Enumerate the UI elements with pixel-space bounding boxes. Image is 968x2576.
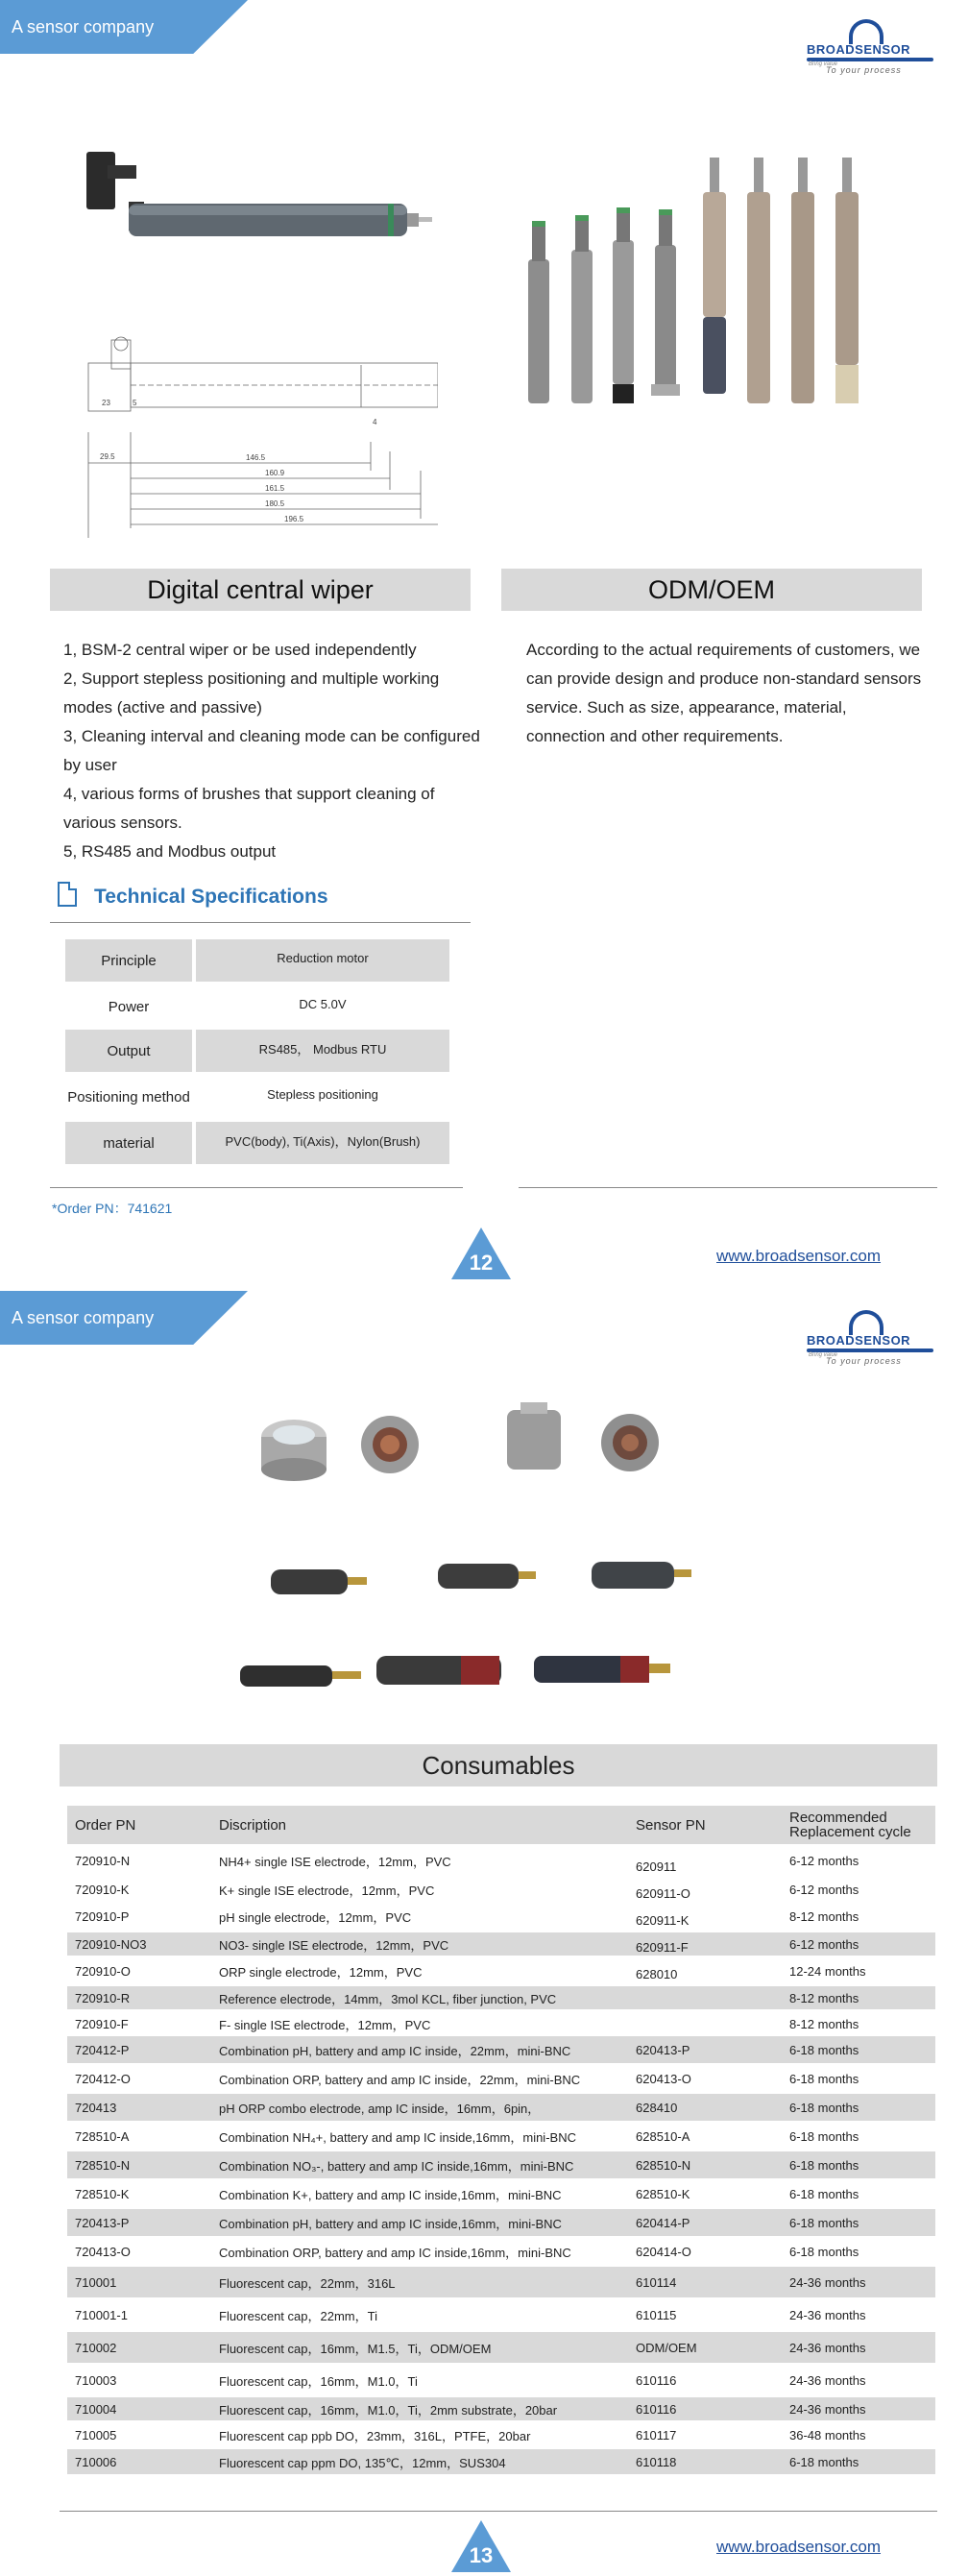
order-pn: *Order PN：741621 (52, 1201, 173, 1216)
feature-item: 3, Cleaning interval and cleaning mode can be configured by user (63, 727, 480, 774)
wiper-product-image (79, 144, 444, 259)
spec-row: Power DC 5.0V (108, 996, 347, 1015)
ribbon-text: A sensor company (12, 1308, 155, 1327)
table-header (67, 1806, 935, 1844)
dim-label: 23 (102, 399, 110, 407)
feature-item: 5, RS485 and Modbus output (63, 842, 277, 861)
feature-list (63, 636, 486, 866)
table-row: 720412-O Combination ORP, battery and amp IC inside，22mm，mini-BNC 620413-O 6-18 months (75, 2071, 859, 2087)
table-row: 710005 Fluorescent cap ppb DO，23mm，316L，PTFE，20bar 610117 36-48 months (75, 2427, 866, 2443)
sensor-probes-image (519, 154, 874, 413)
odm-description: According to the actual requirements of customers, we can provide design and produce non-standard sensors service. Such as size, appearance, material, connection and other requirements. (526, 641, 922, 745)
logo-arc-icon (849, 1310, 883, 1335)
table-row: 710002 Fluorescent cap，16mm，M1.5，Ti，ODM/OEM ODM/OEM 24-36 months (67, 2332, 935, 2363)
spec-row: Output RS485， Modbus RTU (65, 1030, 449, 1072)
table-row: 720413-O Combination ORP, battery and amp IC inside,16mm，mini-BNC 620414-O 6-18 months (75, 2244, 859, 2260)
table-row: 720910-K K+ single ISE electrode，12mm，PVC 6-12 months (75, 1882, 859, 1898)
spec-title: Technical Specifications (94, 886, 328, 908)
wiper-heading: Digital central wiper (50, 569, 471, 611)
table-row: 720910-P pH single electrode，12mm，PVC 8-12 months (75, 1908, 859, 1925)
dim-label: 160.9 (265, 469, 285, 477)
feature-item: 4, various forms of brushes that support cleaning of various sensors. (63, 785, 435, 832)
page-number: 13 (469, 2543, 494, 2567)
feature-item: 1, BSM-2 central wiper or be used independently (63, 641, 417, 659)
table-row: 710006 Fluorescent cap ppm DO, 135℃，12mm，SUS304 610118 6-18 months (67, 2449, 935, 2474)
column-header: Recommended Replacement cycle (789, 1810, 911, 1840)
wiper-technical-drawing (73, 327, 438, 538)
spec-row: Principle Reduction motor (65, 939, 449, 982)
table-row: 728510-N Combination NO₃-, battery and amp IC inside,16mm，mini-BNC 628510-N 6-18 months (67, 2151, 935, 2178)
page-number: 12 (469, 1251, 494, 1275)
table-row: 720413 pH ORP combo electrode, amp IC inside，16mm，6pin， 628410 6-18 months (67, 2094, 935, 2121)
dim-label: 161.5 (265, 484, 285, 493)
consumables-photos (211, 1391, 749, 1708)
table-row: 720412-P Combination pH, battery and amp IC inside，22mm，mini-BNC 620413-P 6-18 months (67, 2036, 935, 2063)
document-icon (58, 882, 77, 907)
dim-label: 180.5 (265, 499, 285, 508)
broadsensor-logo: BROADSENSOR Bring value To your process (807, 15, 941, 73)
table-row: 720910-N NH4+ single ISE electrode，12mm，PVC 6-12 months (75, 1853, 859, 1869)
spec-row: Positioning method Stepless positioning (67, 1086, 378, 1106)
table-row: 728510-A Combination NH₄+, battery and amp IC inside,16mm，mini-BNC 628510-A 6-18 months (75, 2128, 859, 2145)
column-header: Sensor PN (636, 1816, 706, 1834)
table-row: 720910-O ORP single electrode，12mm，PVC 12-24 months (75, 1963, 866, 1980)
dim-label: 4 (373, 418, 377, 426)
dim-label: 146.5 (246, 453, 266, 462)
table-row: 728510-K Combination K+, battery and amp IC inside,16mm，mini-BNC 628510-K 6-18 months (75, 2186, 859, 2202)
website-link[interactable]: www.broadsensor.com (716, 1247, 882, 1265)
website-link[interactable]: www.broadsensor.com (716, 2538, 882, 2556)
ribbon-text: A sensor company (12, 17, 155, 36)
table-row: 710004 Fluorescent cap，16mm，M1.0，Ti，2mm substrate，20bar 610116 24-36 months (67, 2397, 935, 2420)
table-row: 710003 Fluorescent cap，16mm，M1.0，Ti 610116 24-36 months (75, 2372, 866, 2389)
dim-label: 5 (133, 399, 137, 407)
table-row: 710001 Fluorescent cap，22mm，316L 610114 24-36 months (67, 2267, 935, 2297)
dim-label: 196.5 (284, 515, 304, 523)
table-row: 720413-P Combination pH, battery and amp IC inside,16mm，mini-BNC 620414-P 6-18 months (67, 2209, 935, 2236)
logo-arc-icon (849, 19, 883, 44)
table-row: 720910-F F- single ISE electrode，12mm，PVC 8-12 months (75, 2016, 859, 2032)
group-sensor-pns: 620911 620911-O 620911-K 620911-F 628010 (636, 1859, 690, 1981)
broadsensor-logo: BROADSENSOR Bring value To your process (807, 1306, 941, 1364)
feature-item: 2, Support stepless positioning and multiple working modes (active and passive) (63, 669, 440, 717)
column-header: Order PN (75, 1816, 136, 1834)
odm-heading: ODM/OEM (501, 569, 922, 611)
spec-row: material PVC(body), Ti(Axis)，Nylon(Brush) (65, 1122, 449, 1164)
table-row: 720910-NO3 NO3- single ISE electrode，12mm，PVC 6-12 months (67, 1932, 935, 1956)
consumables-heading: Consumables (60, 1744, 937, 1786)
table-row: 710001-1 Fluorescent cap，22mm，Ti 610115 24-36 months (75, 2307, 866, 2323)
dim-label: 29.5 (100, 452, 115, 461)
column-header: Discription (219, 1816, 287, 1834)
table-row: 720910-R Reference electrode，14mm，3mol KCL, fiber junction, PVC 8-12 months (67, 1986, 935, 2009)
